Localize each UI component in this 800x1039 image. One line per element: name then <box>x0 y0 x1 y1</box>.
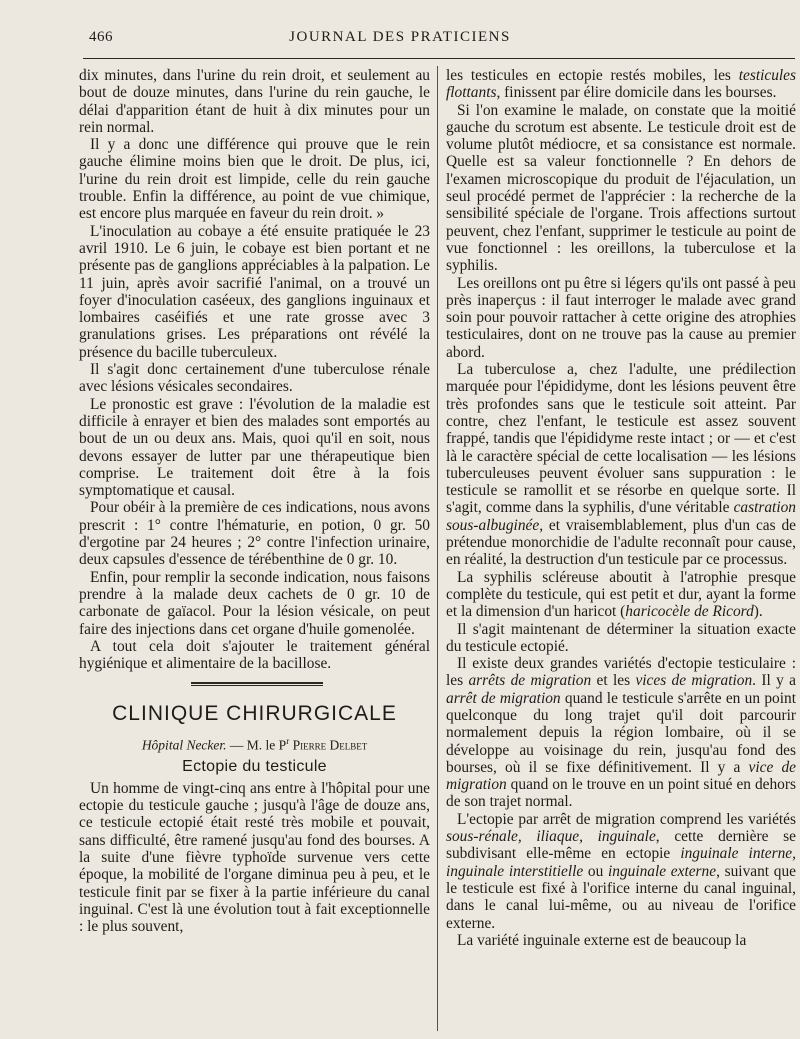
section-title: CLINIQUE CHIRURGICALE <box>112 702 397 726</box>
paragraph: Il s'agit donc certainement d'une tuberculose rénale avec lésions vésicales secondaires. <box>79 361 430 396</box>
paragraph: dix minutes, dans l'urine du rein droit, et seulement au bout de douze minutes, dans l'urine du rein gauche, le délai d'apparition étant de huit à dix minutes pour un rein normal. <box>79 67 430 136</box>
running-head <box>0 0 800 64</box>
paragraph: Le pronostic est grave : l'évolution de la maladie est difficile à enrayer et bien des malades sont emportés au bout de un ou deux ans. Mais, quoi qu'il en soit, nous devons essayer de lutter par une thérapeutique bien comprise. Le traitement doit être à la fois symptomatique et causal. <box>79 395 430 500</box>
article-title: Ectopie du testicule <box>182 757 327 775</box>
paragraph: Il existe deux grandes variétés d'ectopie testiculaire : les arrêts de migration et les vices de migration. Il y a arrêt de migration quand le testicule s'arrête en un point quelconque du long trajet qu'il doit parcourir normalement depuis la région lombaire, où il se développe au voisinage du rein, jusqu'au fond des bourses, où il se fixe définitivement. Il y a vice de migration quand on le trouve en un point situé en dehors de son trajet normal. <box>446 655 796 811</box>
paragraph: Les oreillons ont pu être si légers qu'ils ont passé à peu près inaperçus : il faut interroger le malade avec grand soin pour pouvoir rattacher à cette origine des atrophies testiculaires, dont on ne trouve pas la cause au premier abord. <box>446 274 796 361</box>
paragraph: L'ectopie par arrêt de migration comprend les variétés sous-rénale, iliaque, inguinale, cette dernière se subdivisant elle-même en ectopie inguinale interne, inguinale interstitielle ou inguinale externe, suivant que le testicule est fixé à l'orifice interne du canal inguinal, dans le canal lui-même, ou au niveau de l'orifice externe. <box>446 810 796 932</box>
byline-hospital: Hôpital Necker. <box>141 737 227 753</box>
byline-superscript: r <box>286 736 290 747</box>
paragraph: Il s'agit maintenant de déterminer la situation exacte du testicule ectopié. <box>446 620 796 655</box>
page-number: 466 <box>89 29 113 45</box>
paragraph: La syphilis scléreuse aboutit à l'atrophie presque complète du testicule, qui est petit et dur, ayant la forme et la dimension d'un haricot (haricocèle de Ricord). <box>446 568 796 621</box>
paragraph: L'inoculation au cobaye a été ensuite pratiquée le 23 avril 1910. Le 6 juin, le cobaye est bien portant et ne présente pas de ganglions appréciables à la palpation. Le 11 juin, après avoir sacrifié l'animal, on a trouvé un foyer d'inoculation caséeux, des ganglions inguinaux et lombaires caséifiés et une rate grosse avec 3 granulations grises. Les préparations ont révélé la présence du bacille tuberculeux. <box>79 222 430 361</box>
paragraph: La variété inguinale externe est de beaucoup la <box>457 931 747 949</box>
paragraph: Un homme de vingt-cinq ans entre à l'hôpital pour une ectopie du testicule gauche ; jusqu'à l'âge de douze ans, ce testicule ectopié était resté très mobile et pouvait, sans difficulté, être ramené jusqu'au fond des bourses. A la suite d'une fièvre typhoïde survenue vers cette époque, la mobilité de l'organe diminua peu à peu, et le testicule finit par se fixer à la partie inférieure du canal inguinal. C'est là une évolution tout à fait exceptionnelle : le plus souvent, <box>79 779 430 936</box>
paragraph: Enfin, pour remplir la seconde indication, nous faisons prendre à la malade deux cachets de 0 gr. 10 de carbonate de gaïacol. Pour la lésion vésicale, on peut faire des injections dans cet organe d'huile gomenolée. <box>79 568 430 638</box>
paragraph: Il y a donc une différence qui prouve que le rein gauche élimine moins bien que le droit. De plus, ici, l'urine du rein droit est limpide, celle du rein gauche trouble. Enfin la différence, au point de vue chimique, est encore plus marquée en faveur du rein droit. » <box>79 136 430 223</box>
paragraph: La tuberculose a, chez l'adulte, une prédilection marquée pour l'épididyme, dont les lésions peuvent être très profondes sans que le testicule soit atteint. Par contre, chez l'enfant, le testicule est assez souvent frappé, tandis que l'épididyme reste intact ; or — et c'est là le caractère spécial de cette localisation — les lésions tuberculeuses peuvent évoluer sans suppuration : le testicule se ramollit et se résorbe en quelque sorte. Il s'agit, comme dans la syphilis, d'une véritable castration sous-albuginée, et vraisemblablement, plus d'un cas de prétendue monorchidie de l'adulte reconnaît pour cause, en réalité, la destruction d'un testicule par ce processus. <box>446 361 796 569</box>
byline-separator: — M. le P <box>226 737 287 753</box>
column-divider <box>437 66 438 1031</box>
journal-title: JOURNAL DES PRATICIENS <box>289 29 511 45</box>
byline-author: Pierre Delbet <box>289 737 368 753</box>
paragraph: Pour obéir à la première de ces indications, nous avons prescrit : 1° contre l'hématurie, en potion, 0 gr. 50 d'ergotine par 24 heures ; 2° contre l'infection urinaire, deux capsules d'essence de térébenthine de 0 gr. 10. <box>79 499 430 569</box>
header-rule <box>83 58 795 59</box>
byline <box>79 736 430 754</box>
paragraph: les testicules en ectopie restés mobiles, les testicules flottants, finissent par élire domicile dans les bourses. <box>446 67 796 102</box>
section-rule <box>79 682 430 690</box>
paragraph: A tout cela doit s'ajouter le traitement général hygiénique et alimentaire de la bacillose. <box>79 637 430 673</box>
paragraph: Si l'on examine le malade, on constate que la moitié gauche du scrotum est absente. Le testicule droit est de volume plutôt médiocre, et sa consistance est normale. Quelle est sa valeur fonctionnelle ? En dehors de l'examen microscopique du produit de l'éjaculation, un seul procédé permet de l'apprécier : la recherche de la sensibilité spéciale de l'organe. Trois affections surtout peuvent, chez l'enfant, supprimer le testicule au point de vue fonctionnel : les oreillons, la tuberculose et la syphilis. <box>446 101 796 275</box>
right-column <box>446 67 796 949</box>
left-column <box>79 67 430 936</box>
